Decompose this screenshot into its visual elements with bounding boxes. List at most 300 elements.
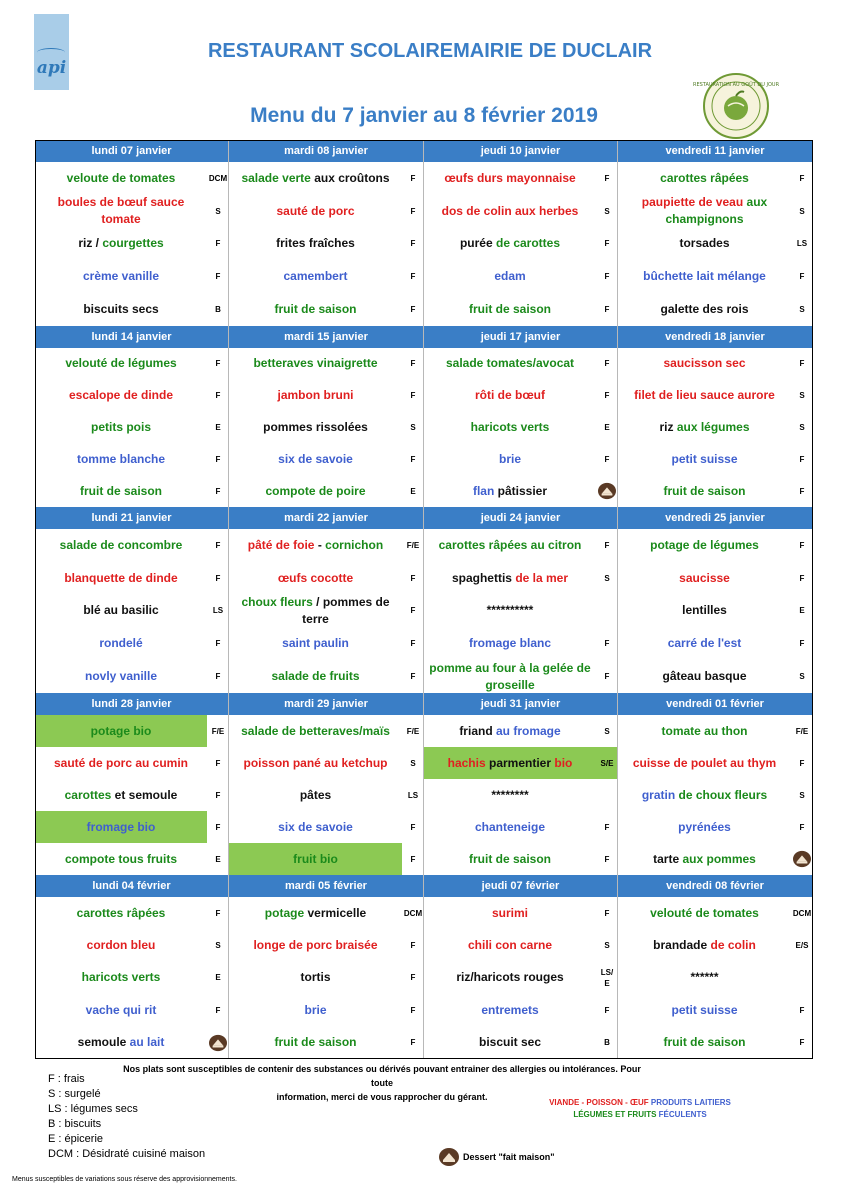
menu-item <box>35 228 207 261</box>
product-code: F <box>799 486 805 496</box>
menu-item <box>229 929 402 961</box>
menu-item <box>229 715 402 747</box>
menu-item <box>618 715 791 747</box>
menu-item-text: œufs cocotte <box>277 570 354 585</box>
cat-feculents: FÉCULENTS <box>658 1110 707 1119</box>
day-header: jeudi 07 février <box>424 875 618 897</box>
api-logo <box>34 14 69 90</box>
menu-item-text: parmentier <box>488 755 552 770</box>
menu-item <box>618 380 791 412</box>
menu-item-text: de carottes <box>496 236 561 251</box>
product-code: F <box>604 639 610 649</box>
product-code: F <box>799 639 805 649</box>
product-code: S <box>604 941 610 951</box>
product-code: F <box>799 359 805 369</box>
menu-item-text: petit suisse <box>671 451 738 466</box>
product-code: S <box>215 941 221 951</box>
product-code: F <box>799 272 805 282</box>
product-code: F <box>604 173 610 183</box>
product-code: F <box>215 639 221 649</box>
menu-item-text: gâteau basque <box>662 669 747 684</box>
menu-item <box>35 595 207 628</box>
menu-item <box>424 627 596 660</box>
menu-item-text: aux champignons <box>665 195 768 227</box>
quality-seal-icon <box>692 72 780 140</box>
product-code: F <box>410 672 416 682</box>
day-header: lundi 07 janvier <box>35 140 229 162</box>
product-code: F <box>604 305 610 315</box>
menu-item-text: fruit de saison <box>663 1035 746 1050</box>
menu-item <box>618 994 791 1026</box>
menu-item <box>229 660 402 693</box>
product-code: LS <box>796 239 808 249</box>
menu-item-text: fruit bio <box>293 851 338 866</box>
product-code: F <box>799 1038 805 1048</box>
menu-item-text: tomme blanche <box>76 451 166 466</box>
menu-item <box>618 260 791 293</box>
day-header: lundi 14 janvier <box>35 326 229 348</box>
product-code <box>596 595 618 628</box>
menu-item <box>618 348 791 380</box>
menu-item <box>229 443 402 475</box>
product-code: E <box>215 973 221 983</box>
product-code: F <box>215 272 221 282</box>
menu-item-text: crème vanille <box>82 269 160 284</box>
menu-item-text: fromage bio <box>86 819 156 834</box>
menu-item-text: tortis <box>300 970 331 985</box>
menu-item <box>229 562 402 595</box>
menu-item-text: potage bio <box>90 723 152 738</box>
product-code: F <box>410 239 416 249</box>
product-code: B <box>604 1038 610 1048</box>
product-code: F <box>410 1038 416 1048</box>
menu-item <box>229 962 402 994</box>
menu-item-text: salade de concombre <box>59 537 183 552</box>
menu-item-text: aux légumes <box>676 419 750 434</box>
menu-item <box>424 747 596 779</box>
product-code: F <box>410 391 416 401</box>
product-code: F <box>799 454 805 464</box>
home-made-dessert-icon <box>207 1027 229 1059</box>
product-code: F <box>215 672 221 682</box>
menu-item-text: lentilles <box>682 603 727 618</box>
menu-item <box>229 195 402 228</box>
menu-item-text: spaghettis <box>451 570 512 585</box>
menu-item-text: sauté de porc <box>276 203 355 218</box>
day-header: jeudi 10 janvier <box>424 140 618 162</box>
menu-item-text: carottes <box>64 787 112 802</box>
menu-item <box>35 779 207 811</box>
product-code: E/S <box>795 941 809 951</box>
menu-item <box>424 348 596 380</box>
menu-item <box>229 627 402 660</box>
product-code: F <box>215 391 221 401</box>
product-code: F <box>604 822 610 832</box>
product-code: F/E <box>795 726 809 736</box>
product-code: F <box>604 454 610 464</box>
menu-item <box>229 843 402 875</box>
menu-item <box>618 443 791 475</box>
menu-item-text: blanquette de dinde <box>64 570 178 585</box>
menu-item-text: tomate au thon <box>661 723 748 738</box>
product-code: F <box>215 822 221 832</box>
legend-dcm: DCM : Désidraté cuisiné maison <box>48 1148 206 1160</box>
menu-item <box>35 162 207 195</box>
menu-item <box>229 747 402 779</box>
day-header: vendredi 18 janvier <box>618 326 813 348</box>
menu-item <box>35 529 207 562</box>
menu-item-text: brie <box>304 1002 327 1017</box>
menu-item-text: potage de légumes <box>650 537 759 552</box>
menu-item-text: vermicelle <box>307 905 367 920</box>
menu-item-text: poisson pané au ketchup <box>243 755 388 770</box>
menu-item-text: ****** <box>690 970 719 985</box>
menu-item <box>229 348 402 380</box>
product-code: F <box>799 822 805 832</box>
menu-item <box>35 443 207 475</box>
menu-item-text: frites fraîches <box>276 236 355 251</box>
legend-legumes-secs: LS : légumes secs <box>48 1103 138 1115</box>
product-code: S <box>799 422 805 432</box>
column-divider <box>228 140 229 1059</box>
menu-period: Menu du 7 janvier au 8 février 2019 <box>250 104 598 127</box>
menu-item-text: ********** <box>486 603 534 618</box>
product-code: S <box>215 206 221 216</box>
menu-item <box>229 779 402 811</box>
product-code: F <box>215 790 221 800</box>
day-header: vendredi 08 février <box>618 875 813 897</box>
product-code: F <box>604 672 610 682</box>
menu-item-text: pâté de foie <box>247 537 315 552</box>
code-legend <box>48 1072 205 1162</box>
menu-item-text: compote de poire <box>265 483 366 498</box>
product-code: F <box>410 454 416 464</box>
product-code: DCM <box>208 173 228 183</box>
product-code: DCM <box>403 908 423 918</box>
menu-item <box>424 260 596 293</box>
menu-item <box>618 293 791 326</box>
product-code: F <box>604 391 610 401</box>
menu-item-text: bio <box>554 755 573 770</box>
menu-item <box>229 162 402 195</box>
product-code: F <box>410 639 416 649</box>
menu-item-text: fruit de saison <box>274 1035 357 1050</box>
menu-item-text: semoule <box>77 1035 127 1050</box>
product-code: F/E <box>406 726 420 736</box>
day-header: vendredi 25 janvier <box>618 507 813 529</box>
product-code: F <box>604 908 610 918</box>
menu-item-text: de colin <box>710 938 756 953</box>
menu-item <box>229 1027 402 1059</box>
menu-item-text: cuisse de poulet au thym <box>632 755 777 770</box>
menu-item <box>618 811 791 843</box>
product-code: F <box>604 540 610 550</box>
menu-item <box>424 897 596 929</box>
menu-item <box>618 897 791 929</box>
menu-item <box>618 529 791 562</box>
product-code: F <box>799 758 805 768</box>
menu-item-text: sauté de porc au cumin <box>53 755 189 770</box>
day-header: jeudi 24 janvier <box>424 507 618 529</box>
menu-item <box>229 293 402 326</box>
menu-item <box>35 994 207 1026</box>
day-header: vendredi 01 février <box>618 693 813 715</box>
product-code: F <box>215 540 221 550</box>
menu-item <box>35 897 207 929</box>
menu-item <box>424 779 596 811</box>
menu-item <box>618 228 791 261</box>
product-code: LS <box>407 790 419 800</box>
supply-footnote: Menus susceptibles de variations sous réserve des approvisionnements. <box>12 1176 237 1183</box>
menu-item-text: chanteneige <box>474 819 546 834</box>
menu-item-text: pâtes <box>299 787 332 802</box>
home-made-dessert-icon <box>791 843 813 875</box>
menu-item <box>618 627 791 660</box>
menu-item <box>618 475 791 507</box>
product-code: F <box>410 206 416 216</box>
product-code: F <box>410 1005 416 1015</box>
menu-item <box>35 929 207 961</box>
menu-item-text: fruit de saison <box>274 302 357 317</box>
menu-item-text: gratin <box>641 787 676 802</box>
menu-item <box>618 747 791 779</box>
menu-item <box>35 475 207 507</box>
menu-item-text: petits pois <box>90 419 151 434</box>
menu-item-text: galette des rois <box>660 302 749 317</box>
product-code: E <box>799 606 805 616</box>
product-code: F <box>604 239 610 249</box>
menu-item-text: saucisson sec <box>663 356 746 371</box>
menu-item <box>618 412 791 444</box>
menu-item <box>424 412 596 444</box>
day-header: mardi 05 février <box>229 875 424 897</box>
menu-item <box>618 195 791 228</box>
menu-item-text: et semoule <box>114 787 178 802</box>
day-header: vendredi 11 janvier <box>618 140 813 162</box>
menu-item <box>35 811 207 843</box>
product-code: LS <box>212 606 224 616</box>
menu-item <box>618 162 791 195</box>
product-code: E <box>410 486 416 496</box>
menu-item-text: rôti de bœuf <box>475 388 545 403</box>
menu-item <box>424 475 596 507</box>
menu-item-text: hachis <box>447 755 486 770</box>
day-header: mardi 15 janvier <box>229 326 424 348</box>
menu-item <box>35 660 207 693</box>
product-code: F <box>410 941 416 951</box>
legend-surgele: S : surgelé <box>48 1088 101 1100</box>
product-code: F/E <box>406 540 420 550</box>
menu-item <box>424 529 596 562</box>
menu-item-text: riz/haricots rouges <box>456 970 564 985</box>
product-code: F <box>410 272 416 282</box>
menu-item-text: fruit de saison <box>468 302 551 317</box>
product-code: S <box>799 391 805 401</box>
menu-item <box>35 348 207 380</box>
menu-item <box>35 195 207 228</box>
menu-item-text: brie <box>498 451 521 466</box>
menu-item-text: salade de fruits <box>271 669 360 684</box>
home-made-label: Dessert "fait maison" <box>463 1152 555 1162</box>
menu-item-text: salade tomates/avocat <box>445 356 575 371</box>
menu-item-text: carottes râpées <box>76 905 166 920</box>
menu-item-text: saint paulin <box>282 636 349 651</box>
menu-item-text: de choux fleurs <box>678 787 768 802</box>
menu-item-text: bûchette lait mélange <box>643 269 766 284</box>
menu-item <box>229 595 402 628</box>
product-code: B <box>215 305 221 315</box>
home-made-legend <box>438 1147 555 1167</box>
menu-item-text: blé au basilic <box>83 603 159 618</box>
product-code: F <box>604 272 610 282</box>
product-code: F <box>215 573 221 583</box>
menu-item-text: fruit de saison <box>468 851 551 866</box>
menu-item-text: pomme au four à la gelée de groseille <box>429 660 591 692</box>
day-header: lundi 28 janvier <box>35 693 229 715</box>
page-title: RESTAURANT SCOLAIREMAIRIE DE DUCLAIR <box>207 40 653 62</box>
menu-item <box>35 715 207 747</box>
day-header: mardi 29 janvier <box>229 693 424 715</box>
menu-item <box>618 660 791 693</box>
menu-item-text: betteraves vinaigrette <box>253 356 378 371</box>
menu-item-text: riz / <box>78 236 99 251</box>
menu-item <box>424 660 596 693</box>
menu-item <box>424 595 596 628</box>
menu-grid <box>35 140 813 1059</box>
menu-item <box>229 412 402 444</box>
product-code: E <box>215 854 221 864</box>
product-code: S <box>410 422 416 432</box>
menu-item <box>35 962 207 994</box>
product-code: F <box>799 173 805 183</box>
menu-item-text: flan <box>472 483 495 498</box>
menu-item-text: surimi <box>491 905 528 920</box>
menu-item <box>35 412 207 444</box>
menu-item-text: rondelé <box>99 636 143 651</box>
menu-item <box>229 380 402 412</box>
menu-item-text: choux fleurs <box>241 595 313 609</box>
product-code: S <box>604 573 610 583</box>
menu-item <box>424 228 596 261</box>
product-code: F <box>604 359 610 369</box>
product-code: S <box>604 206 610 216</box>
menu-item-text: / pommes de terre <box>302 595 390 626</box>
menu-item-text: haricots verts <box>81 970 161 985</box>
menu-item <box>229 811 402 843</box>
menu-item-text: veloute de tomates <box>66 170 176 185</box>
menu-item-text: six de savoie <box>278 451 353 466</box>
menu-item-text: jambon bruni <box>277 388 354 403</box>
menu-item-text: six de savoie <box>278 819 353 834</box>
menu-item-text: pâtissier <box>497 483 548 498</box>
menu-item-text: edam <box>494 269 526 284</box>
menu-item-text: saucisse <box>679 570 730 585</box>
product-code: F <box>215 1005 221 1015</box>
menu-item <box>424 994 596 1026</box>
cat-legumes: LÉGUMES ET FRUITS <box>573 1110 657 1119</box>
menu-item-text: filet de lieu sauce aurore <box>634 388 775 403</box>
product-code: F <box>410 973 416 983</box>
menu-item-text: paupiette de veau <box>641 195 744 210</box>
product-code: F <box>215 908 221 918</box>
menu-item-text: dos de colin aux herbes <box>441 203 579 218</box>
legend-biscuits: B : biscuits <box>48 1118 102 1130</box>
menu-item-text: biscuit sec <box>478 1035 542 1050</box>
menu-item <box>424 380 596 412</box>
menu-item-text: velouté de tomates <box>650 905 759 920</box>
product-code: S <box>799 305 805 315</box>
menu-item <box>618 1027 791 1059</box>
menu-item-text: cordon bleu <box>86 938 156 953</box>
menu-item-text: carottes râpées au citron <box>438 537 582 552</box>
product-code: S <box>410 758 416 768</box>
api-logo-text: api <box>36 58 67 78</box>
menu-item-text: carottes râpées <box>660 170 749 185</box>
day-header: lundi 04 février <box>35 875 229 897</box>
product-code: S <box>799 206 805 216</box>
menu-item <box>35 260 207 293</box>
menu-item-text: potage <box>264 905 305 920</box>
menu-item <box>424 443 596 475</box>
product-code: S/E <box>596 747 618 779</box>
menu-item <box>35 293 207 326</box>
menu-item-text: riz <box>659 419 674 434</box>
product-code: F <box>215 239 221 249</box>
menu-item-text: escalope de dinde <box>68 388 174 403</box>
menu-item <box>424 811 596 843</box>
color-legend <box>540 1097 740 1121</box>
menu-item <box>35 747 207 779</box>
product-code: E <box>215 422 221 432</box>
menu-item <box>618 779 791 811</box>
menu-item-text: camembert <box>283 269 348 284</box>
product-code: F <box>410 305 416 315</box>
product-code: LS/ E <box>600 967 614 988</box>
product-code: F <box>410 359 416 369</box>
menu-item-text: chili con carne <box>467 938 553 953</box>
menu-item-text: aux pommes <box>682 851 756 866</box>
product-code <box>596 779 618 811</box>
menu-item <box>424 293 596 326</box>
menu-item <box>618 929 791 961</box>
cat-laitiers: PRODUITS LAITIERS <box>650 1098 731 1107</box>
menu-item-text: courgettes <box>102 236 164 251</box>
menu-item-text: compote tous fruits <box>64 851 177 866</box>
cat-viande: VIANDE - POISSON - ŒUF <box>549 1098 649 1107</box>
menu-item <box>618 843 791 875</box>
menu-item-text: salade de betteraves/maïs <box>241 723 390 738</box>
menu-item-text: au fromage <box>496 723 561 738</box>
day-header: jeudi 31 janvier <box>424 693 618 715</box>
product-code: E <box>604 422 610 432</box>
menu-item-text: purée <box>459 236 493 251</box>
legend-epicerie: E : épicerie <box>48 1133 104 1145</box>
product-code <box>791 962 813 994</box>
menu-item <box>229 228 402 261</box>
menu-item <box>618 962 791 994</box>
menu-item <box>424 162 596 195</box>
menu-item-text: pommes rissolées <box>263 419 368 434</box>
column-divider <box>617 140 618 1059</box>
menu-item <box>35 627 207 660</box>
menu-item-text: brandade <box>653 938 708 953</box>
menu-item-text: - <box>317 537 326 552</box>
product-code: F/E <box>211 726 225 736</box>
menu-item <box>229 529 402 562</box>
menu-item-text: boules de bœuf sauce tomate <box>57 195 185 227</box>
product-code: F <box>604 1005 610 1015</box>
product-code: F <box>410 854 416 864</box>
